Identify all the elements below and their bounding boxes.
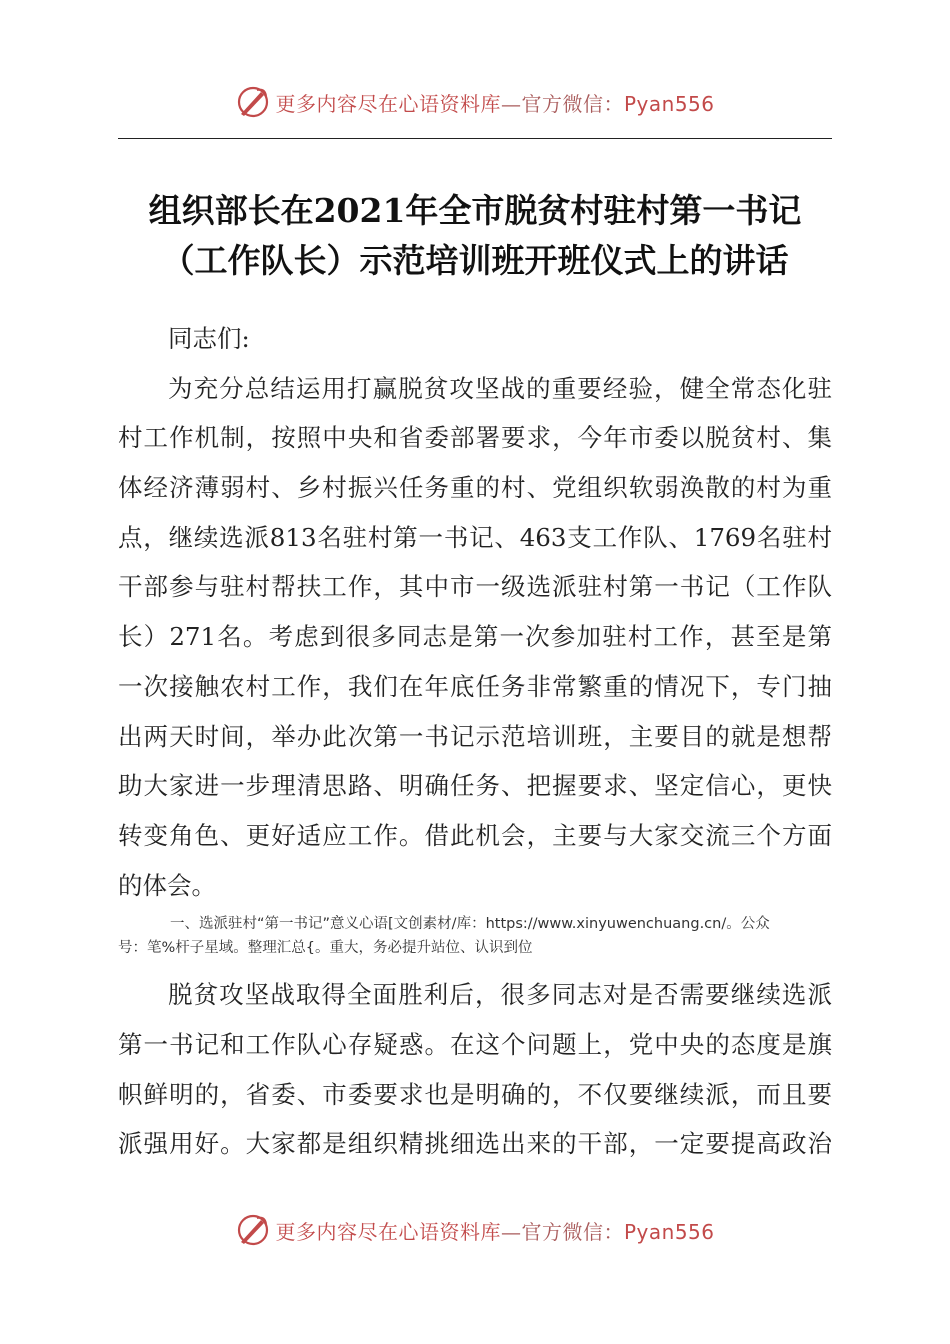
paragraph-1-line: 体经济薄弱村、乡村振兴任务重的村、党组织软弱涣散的村为重 [118,473,832,503]
banner-wechat-id: Pyan556 [623,91,715,116]
paragraph-1-line: 的体会。 [118,870,216,900]
paragraph-1-line: 转变角色、更好适应工作。借此机会，主要与大家交流三个方面 [118,820,832,850]
header-divider [118,138,832,139]
paragraph-1-line: 一次接触农村工作，我们在年底任务非常繁重的情况下，专门抽 [118,671,832,701]
banner-wechat-id: Pyan556 [623,1219,715,1244]
paragraph-2-line: 帜鲜明的，省委、市委要求也是明确的，不仅要继续派，而且要 [118,1079,832,1109]
title-line-1: 组织部长在2021年全市脱贫村驻村第一书记 [148,191,802,230]
banner-main-text: 更多内容尽在心语资料库 [275,1219,501,1244]
paragraph-1-line: 为充分总结运用打赢脱贫攻坚战的重要经验，健全常态化驻 [168,373,832,403]
banner-official-text: —官方微信： [500,91,624,116]
paragraph-2-line: 第一书记和工作队心存疑惑。在这个问题上，党中央的态度是旗 [118,1029,832,1059]
salutation: 同志们: [168,324,250,353]
footer-banner-text [275,1216,714,1245]
paragraph-2-line: 派强用好。大家都是组织精挑细选出来的干部，一定要提高政治 [118,1129,832,1159]
footer-banner [0,1210,950,1250]
section-heading-note [118,912,832,960]
paragraph-1-line: 助大家进一步理清思路、明确任务、把握要求、坚定信心，更快 [118,771,832,801]
banner-main-text: 更多内容尽在心语资料库 [275,91,501,116]
paragraph-1-line: 长）271名。考虑到很多同志是第一次参加驻村工作，甚至是第 [118,622,832,652]
note-line-2: 号：笔%杆子星域。整理汇总{。重大，务必提升站位、认识到位 [118,940,533,957]
document-body [118,314,832,1169]
pen-circle-logo-icon [235,1212,271,1248]
header-banner-text [275,88,714,117]
paragraph-2-line: 脱贫攻坚战取得全面胜利后，很多同志对是否需要继续选派 [168,980,832,1010]
document-title [118,186,832,286]
pen-circle-logo-icon [235,84,271,120]
paragraph-1-line: 干部参与驻村帮扶工作，其中市一级选派驻村第一书记（工作队 [118,572,832,602]
banner-official-text: —官方微信： [500,1219,624,1244]
paragraph-1-line: 出两天时间，举办此次第一书记示范培训班，主要目的就是想帮 [118,721,832,751]
paragraph-1-line: 村工作机制，按照中央和省委部署要求，今年市委以脱贫村、集 [118,423,832,453]
title-line-2: （工作队长）示范培训班开班仪式上的讲话 [161,241,789,280]
paragraph-1-line: 点，继续选派813名驻村第一书记、463支工作队、1769名驻村 [118,522,832,552]
header-banner [0,82,950,122]
note-line-1: 一、选派驻村“第一书记”意义心语[文创素材/库：https://www.xinyuwenchuang.cn/。公众 [170,916,770,933]
